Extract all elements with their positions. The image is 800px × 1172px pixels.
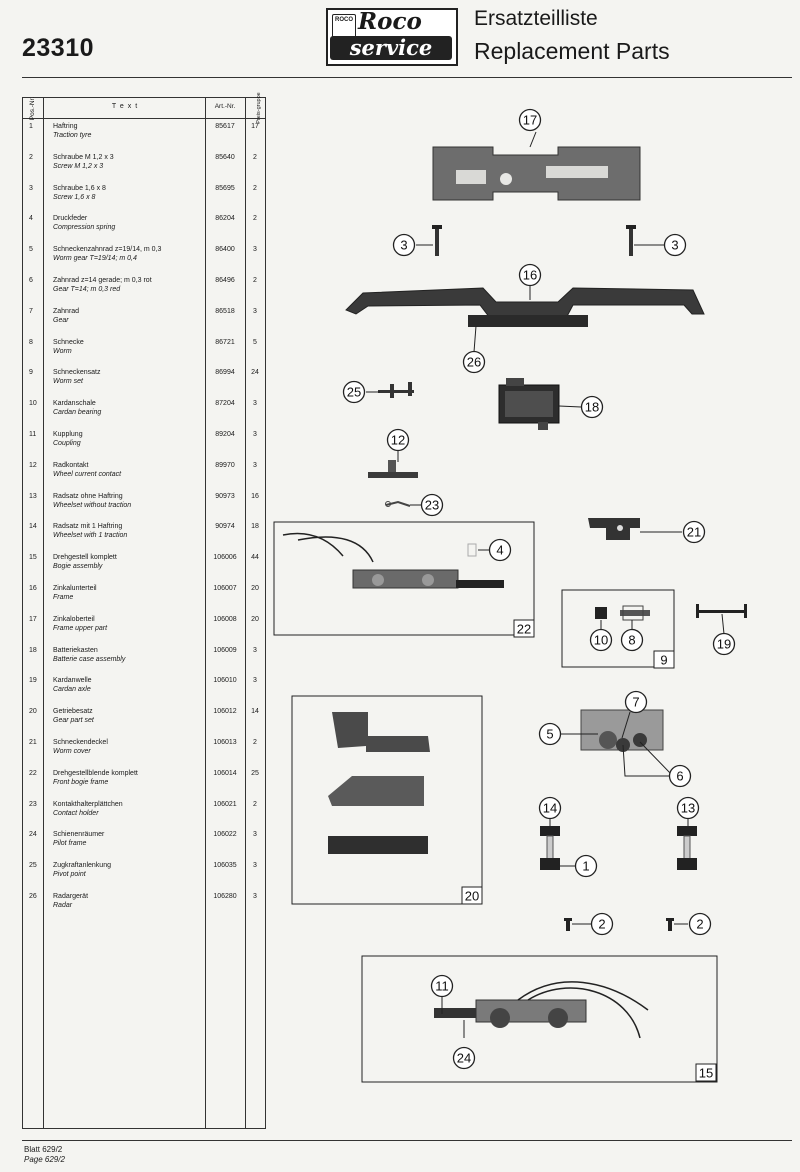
callout-number: 21 xyxy=(686,524,702,540)
row-text-german: Zinkalunterteil xyxy=(53,585,97,592)
table-row xyxy=(23,213,265,243)
callout-number: 12 xyxy=(390,432,406,448)
box-label-number: 9 xyxy=(660,652,668,668)
row-price-group: 2 xyxy=(253,800,257,808)
row-pos: 7 xyxy=(29,307,33,315)
table-row xyxy=(23,552,265,582)
row-price-group: 44 xyxy=(251,554,259,562)
callout-number: 23 xyxy=(424,497,440,513)
row-pos: 25 xyxy=(29,862,37,870)
row-art-nr: 106035 xyxy=(213,862,237,870)
row-text-english: Wheel current contact xyxy=(53,470,122,478)
header-text: T e x t xyxy=(111,103,139,110)
front-bogie-frame-assembly xyxy=(283,534,504,588)
row-pos: 4 xyxy=(29,215,33,223)
row-art-nr: 85640 xyxy=(215,153,235,161)
gearbox xyxy=(581,710,663,752)
row-pos: 20 xyxy=(29,708,37,716)
table-row xyxy=(23,521,265,551)
contact-holder xyxy=(386,502,411,507)
row-text-german: Radsatz ohne Haftring xyxy=(53,492,123,500)
row-art-nr: 85617 xyxy=(215,123,235,130)
row-art-nr: 106007 xyxy=(213,585,237,592)
row-art-nr: 106022 xyxy=(213,831,237,839)
row-text-german: Drehgestell komplett xyxy=(53,554,117,562)
row-pos: 12 xyxy=(29,461,37,469)
row-art-nr: 86721 xyxy=(215,338,235,346)
row-art-nr: 106006 xyxy=(213,554,237,562)
table-row xyxy=(23,367,265,397)
callout-number: 8 xyxy=(628,632,636,648)
box-label-number: 20 xyxy=(464,888,480,904)
row-art-nr: 90974 xyxy=(215,523,235,531)
table-row xyxy=(23,398,265,428)
exploded-parts-diagram xyxy=(268,100,798,1100)
row-art-nr: 85695 xyxy=(215,184,235,192)
table-row xyxy=(23,460,265,490)
row-text-english: Pivot point xyxy=(53,871,86,879)
row-text-german: Batteriekasten xyxy=(53,646,98,654)
row-price-group: 3 xyxy=(253,431,257,438)
row-pos: 5 xyxy=(29,246,33,254)
row-text-english: Cardan bearing xyxy=(53,409,102,417)
row-art-nr: 89970 xyxy=(215,461,235,469)
table-row xyxy=(23,183,265,213)
row-text-german: Schienenräumer xyxy=(53,831,105,839)
screw-left xyxy=(432,225,442,256)
callout-number: 18 xyxy=(584,399,600,415)
row-text-german: Zugkraftanlenkung xyxy=(53,862,111,870)
callout-number: 16 xyxy=(522,267,538,283)
row-text-german: Zahnrad z=14 gerade; m 0,3 rot xyxy=(53,277,152,284)
callout-number: 3 xyxy=(400,237,408,253)
row-price-group: 3 xyxy=(253,400,257,408)
row-art-nr: 86518 xyxy=(215,307,235,315)
callout-number: 3 xyxy=(671,237,679,253)
row-art-nr: 106014 xyxy=(213,769,237,777)
row-price-group: 2 xyxy=(253,184,257,192)
row-text-german: Kontakthalterplättchen xyxy=(53,800,123,808)
row-text-english: Pilot frame xyxy=(53,840,87,848)
callout-number: 2 xyxy=(696,916,704,932)
header-art-nr: Art.-Nr. xyxy=(214,103,236,110)
table-row xyxy=(23,829,265,859)
roco-badge: ROCO xyxy=(332,14,356,38)
row-text-english: Wheelset with 1 traction xyxy=(53,532,128,540)
frame-lower xyxy=(346,288,704,327)
row-pos: 23 xyxy=(29,800,37,808)
row-text-english: Worm gear T=19/14; m 0,4 xyxy=(53,255,137,263)
worm xyxy=(620,606,650,620)
table-row xyxy=(23,583,265,613)
row-text-english: Cardan axle xyxy=(53,686,91,694)
row-text-german: Radargerät xyxy=(53,893,89,900)
screw-right xyxy=(626,225,636,256)
table-row xyxy=(23,429,265,459)
row-price-group: 3 xyxy=(253,646,257,654)
row-text-german: Schneckensatz xyxy=(53,369,101,377)
row-art-nr: 89204 xyxy=(215,431,235,438)
row-pos: 13 xyxy=(29,492,37,500)
row-text-german: Kardanwelle xyxy=(53,677,92,685)
row-text-german: Drehgestellblende komplett xyxy=(53,769,138,777)
row-price-group: 2 xyxy=(253,739,257,746)
row-text-english: Frame upper part xyxy=(53,624,108,632)
row-text-german: Radsatz mit 1 Haftring xyxy=(53,523,123,531)
row-art-nr: 106021 xyxy=(213,800,237,808)
row-price-group: 20 xyxy=(251,585,259,592)
screw-small-right xyxy=(666,918,674,931)
row-art-nr: 106013 xyxy=(213,739,237,746)
row-text-german: Getriebesatz xyxy=(53,708,93,716)
table-row xyxy=(23,337,265,367)
row-price-group: 3 xyxy=(253,307,257,315)
row-pos: 26 xyxy=(29,893,37,900)
row-pos: 21 xyxy=(29,739,37,746)
row-pos: 1 xyxy=(29,123,33,130)
callout-number: 14 xyxy=(542,800,558,816)
row-pos: 19 xyxy=(29,677,37,685)
row-text-english: Gear T=14; m 0,3 red xyxy=(53,286,121,293)
row-art-nr: 86496 xyxy=(215,277,235,284)
table-row xyxy=(23,706,265,736)
logo-service: service xyxy=(330,36,452,60)
row-price-group: 24 xyxy=(251,369,259,377)
worm-cover xyxy=(588,518,640,540)
row-text-german: Druckfeder xyxy=(53,215,88,223)
row-text-english: Compression spring xyxy=(53,224,116,232)
row-art-nr: 106008 xyxy=(213,615,237,623)
callout-number: 1 xyxy=(582,858,590,874)
row-text-english: Bogie assembly xyxy=(53,563,103,571)
row-text-german: Zahnrad xyxy=(53,307,80,315)
row-pos: 22 xyxy=(29,769,37,777)
row-pos: 8 xyxy=(29,338,33,346)
table-row xyxy=(23,491,265,521)
header-pos: Pos.-Nr. xyxy=(29,96,37,121)
row-pos: 2 xyxy=(29,153,33,161)
row-price-group: 3 xyxy=(253,677,257,685)
frame-upper-part xyxy=(433,147,640,200)
row-pos: 24 xyxy=(29,831,37,839)
callout-number: 13 xyxy=(680,800,696,816)
row-text-german: Schraube 1,6 x 8 xyxy=(53,184,106,192)
row-price-group: 5 xyxy=(253,338,257,346)
row-text-english: Traction tyre xyxy=(53,132,92,139)
row-text-english: Frame xyxy=(53,594,74,601)
row-art-nr: 106009 xyxy=(213,646,237,654)
footer-rule xyxy=(22,1140,792,1141)
row-art-nr: 86400 xyxy=(215,246,235,254)
table-row xyxy=(23,768,265,798)
row-text-german: Schneckendeckel xyxy=(53,739,108,746)
row-text-german: Haftring xyxy=(53,123,78,130)
callout-number: 4 xyxy=(496,542,504,558)
row-price-group: 25 xyxy=(251,769,259,777)
parts-table xyxy=(22,92,266,1129)
row-price-group: 3 xyxy=(253,831,257,839)
screw-small-left xyxy=(564,918,572,931)
row-pos: 11 xyxy=(29,431,37,438)
row-text-german: Schnecke xyxy=(53,338,84,346)
callout-number: 7 xyxy=(632,694,640,710)
row-price-group: 2 xyxy=(253,215,257,223)
header-rule xyxy=(22,77,792,78)
callout-group xyxy=(344,110,735,1069)
row-pos: 15 xyxy=(29,554,37,562)
table-row xyxy=(23,306,265,336)
row-text-english: Worm set xyxy=(53,378,83,386)
row-art-nr: 106280 xyxy=(213,893,237,900)
row-text-german: Kardanschale xyxy=(53,400,96,408)
row-text-german: Zinkaloberteil xyxy=(53,615,95,623)
callout-number: 26 xyxy=(466,354,482,370)
roco-service-logo xyxy=(326,8,458,66)
wheelset-with-traction xyxy=(540,826,560,870)
table-row xyxy=(23,860,265,890)
table-row xyxy=(23,614,265,644)
row-price-group: 14 xyxy=(251,708,259,716)
row-price-group: 3 xyxy=(253,893,257,900)
row-pos: 9 xyxy=(29,369,33,377)
table-row xyxy=(23,275,265,305)
callout-number: 25 xyxy=(346,384,362,400)
row-art-nr: 86204 xyxy=(215,215,235,223)
row-art-nr: 86994 xyxy=(215,369,235,377)
header-price-group: Preis-gruppe xyxy=(255,92,262,124)
row-text-german: Schneckenzahnrad z=19/14, m 0,3 xyxy=(53,246,162,254)
cardan-axle xyxy=(696,604,747,618)
table-row xyxy=(23,244,265,274)
row-pos: 16 xyxy=(29,585,37,592)
row-text-english: Screw 1,6 x 8 xyxy=(53,193,96,201)
row-text-english: Worm cover xyxy=(53,748,91,755)
row-text-english: Contact holder xyxy=(53,809,99,817)
row-price-group: 18 xyxy=(251,523,259,531)
cardan-bearing xyxy=(595,607,607,619)
wheelset-without-traction xyxy=(677,826,697,870)
bogie-assembly xyxy=(434,982,648,1038)
row-text-english: Worm xyxy=(53,347,72,355)
row-price-group: 3 xyxy=(253,246,257,254)
row-art-nr: 90973 xyxy=(215,492,235,500)
row-price-group: 3 xyxy=(253,461,257,469)
row-text-german: Radkontakt xyxy=(53,461,89,469)
sheet-number-german: Blatt 629/2 xyxy=(24,1145,63,1154)
callout-number: 11 xyxy=(435,978,449,994)
table-row xyxy=(23,799,265,829)
row-text-english: Front bogie frame xyxy=(53,778,109,786)
row-price-group: 16 xyxy=(251,492,259,500)
row-text-german: Schraube M 1,2 x 3 xyxy=(53,153,114,161)
logo-brand: Roco xyxy=(358,8,422,35)
row-text-english: Gear xyxy=(53,316,69,324)
table-row xyxy=(23,675,265,705)
row-text-english: Batterie case assembly xyxy=(53,655,126,663)
gear-part-set xyxy=(328,712,430,854)
row-pos: 18 xyxy=(29,646,37,654)
box-label-number: 22 xyxy=(516,621,532,637)
row-text-english: Gear part set xyxy=(53,717,94,725)
row-pos: 6 xyxy=(29,277,33,284)
row-price-group: 3 xyxy=(253,862,257,870)
title-english: Replacement Parts xyxy=(474,38,670,64)
table-row xyxy=(23,121,265,151)
table-row xyxy=(23,152,265,182)
row-text-english: Coupling xyxy=(53,440,81,447)
row-price-group: 2 xyxy=(253,153,257,161)
row-pos: 14 xyxy=(29,523,37,531)
callout-number: 6 xyxy=(676,768,684,784)
callout-number: 24 xyxy=(456,1050,472,1066)
row-price-group: 20 xyxy=(251,615,259,623)
row-art-nr: 87204 xyxy=(215,400,235,408)
row-art-nr: 106012 xyxy=(213,708,237,716)
row-price-group: 2 xyxy=(253,277,257,284)
callout-number: 17 xyxy=(522,112,538,128)
row-text-german: Kupplung xyxy=(53,431,83,438)
callout-number: 2 xyxy=(598,916,606,932)
wheel-contact xyxy=(368,460,418,478)
row-price-group: 17 xyxy=(251,123,259,130)
callout-number: 19 xyxy=(716,636,732,652)
row-art-nr: 106010 xyxy=(213,677,237,685)
row-pos: 17 xyxy=(29,615,37,623)
row-text-english: Wheelset without traction xyxy=(53,501,132,509)
row-pos: 10 xyxy=(29,400,37,408)
box-label-number: 15 xyxy=(698,1065,714,1081)
row-text-english: Radar xyxy=(53,902,73,909)
article-number: 23310 xyxy=(22,34,95,62)
callout-number: 5 xyxy=(546,726,554,742)
pivot-point xyxy=(378,382,414,398)
table-row xyxy=(23,645,265,675)
table-row xyxy=(23,891,265,921)
table-row xyxy=(23,737,265,767)
row-text-english: Screw M 1,2 x 3 xyxy=(53,162,104,170)
row-pos: 3 xyxy=(29,184,33,192)
title-german: Ersatzteilliste xyxy=(474,7,598,30)
battery-case xyxy=(499,378,559,430)
table-header xyxy=(23,92,265,124)
callout-number: 10 xyxy=(593,632,609,648)
sheet-number-english: Page 629/2 xyxy=(24,1155,65,1164)
